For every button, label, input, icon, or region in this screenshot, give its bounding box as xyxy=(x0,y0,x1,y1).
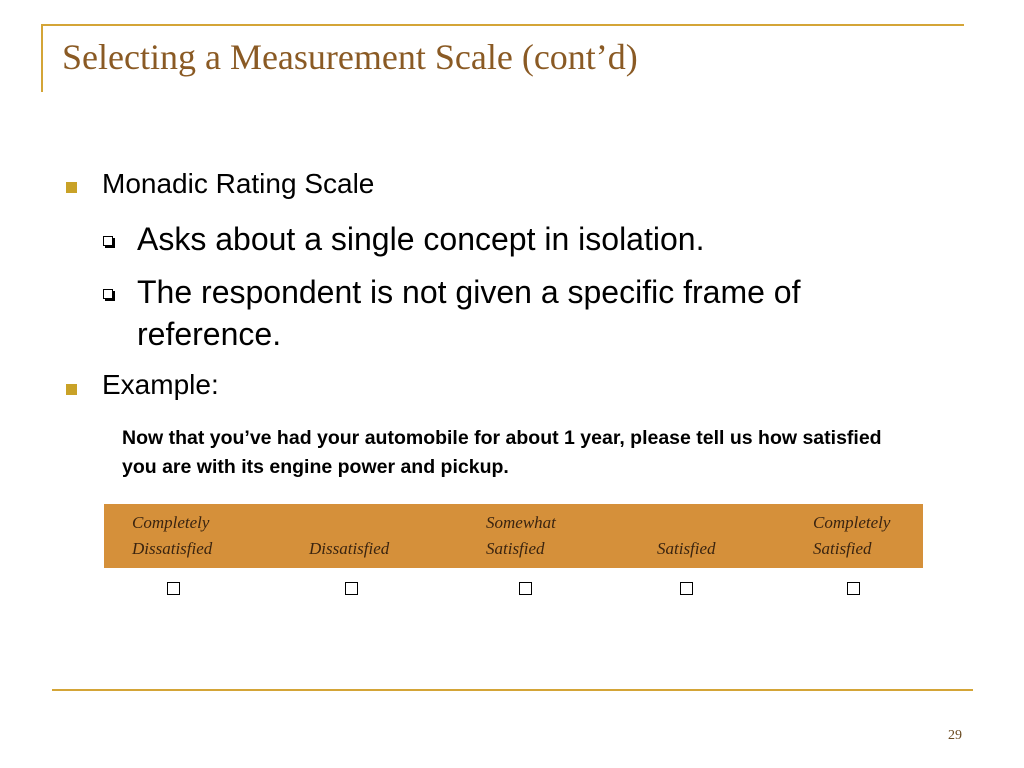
title-top-rule xyxy=(41,24,964,26)
scale-label-completely-satisfied xyxy=(813,510,890,562)
checkbox-somewhat-satisfied[interactable] xyxy=(519,582,532,595)
checkbox-completely-satisfied[interactable] xyxy=(847,582,860,595)
checkbox-completely-dissatisfied[interactable] xyxy=(167,582,180,595)
example-question-text: Now that you’ve had your automobile for about 1 year, please tell us how satisfied you are with its engine power and pickup. xyxy=(122,427,882,478)
hollow-square-bullet-icon xyxy=(103,236,113,246)
scale-label-satisfied xyxy=(657,510,716,562)
slide-title: Selecting a Measurement Scale (cont’d) xyxy=(62,37,638,77)
checkbox-dissatisfied[interactable] xyxy=(345,582,358,595)
square-bullet-icon xyxy=(66,182,77,193)
scale-label-line2: Dissatisfied xyxy=(309,539,390,558)
footer-rule xyxy=(52,689,973,691)
checkbox-satisfied[interactable] xyxy=(680,582,693,595)
scale-label-line1 xyxy=(657,510,716,536)
hollow-square-bullet-icon xyxy=(103,289,113,299)
scale-label-completely-dissatisfied xyxy=(132,510,212,562)
scale-label-line1: Completely xyxy=(813,513,891,532)
page-number: 29 xyxy=(948,728,962,743)
scale-label-line1: Somewhat xyxy=(486,513,556,532)
scale-label-line2: Satisfied xyxy=(813,539,872,558)
square-bullet-icon xyxy=(66,384,77,395)
sub-bullet-isolation: Asks about a single concept in isolation. xyxy=(137,221,705,257)
scale-label-somewhat-satisfied xyxy=(486,510,556,562)
scale-label-line1: Completely xyxy=(132,513,210,532)
title-left-rule xyxy=(41,24,43,92)
bullet-example: Example: xyxy=(102,369,219,400)
sub-bullet-frame-of-reference: The respondent is not given a specific frame of reference. xyxy=(137,274,801,352)
scale-label-dissatisfied xyxy=(309,510,389,562)
scale-label-line2: Satisfied xyxy=(486,539,545,558)
scale-label-line2: Dissatisfied xyxy=(132,539,213,558)
scale-label-line1 xyxy=(309,510,389,536)
rating-scale-bar xyxy=(104,504,923,568)
bullet-monadic-rating-scale: Monadic Rating Scale xyxy=(102,168,375,199)
scale-label-line2: Satisfied xyxy=(657,539,716,558)
